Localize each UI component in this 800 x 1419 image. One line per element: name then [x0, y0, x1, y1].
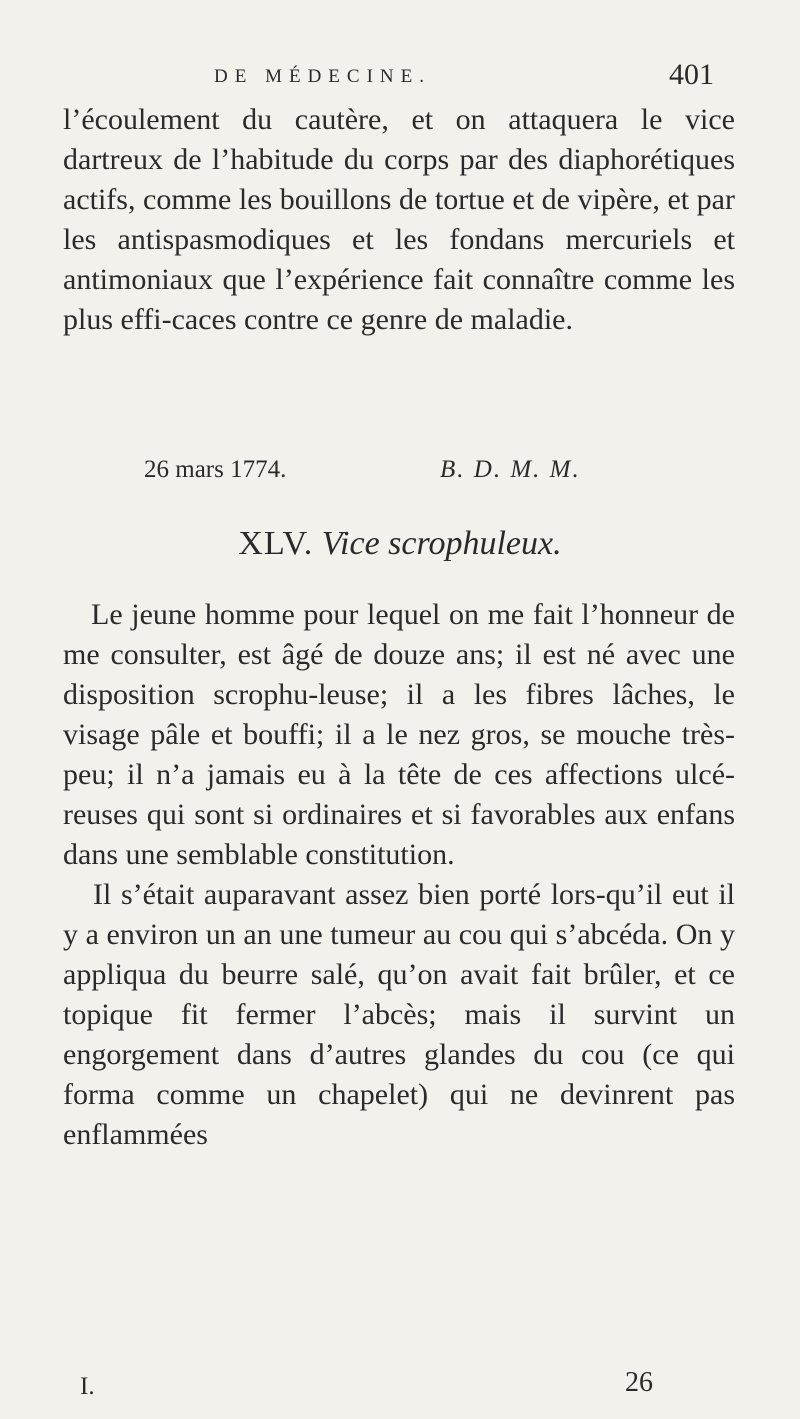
- page-number: 401: [669, 58, 714, 91]
- section-title: Vice scrophuleux.: [321, 525, 562, 562]
- paragraph-text: l’écoulement du cautère, et on attaquera le vice dartreux de l’habitude du corps par des diaphorétiques actifs, comme les bouillons de tortue et de vipère, et par les antispasmodiques et les fondans mercuriels et antimoniaux que l’expérience fait connaître comme les plus effi-caces contre ce genre de maladie.: [63, 103, 735, 336]
- volume-mark: I.: [80, 1373, 95, 1400]
- section-number: XLV.: [238, 525, 314, 562]
- paragraph-2: Il s’était auparavant assez bien porté lors-qu’il eut il y a environ un an une tumeur au cou qui s’abcéda. On y appliqua du beurre salé, qu’on avait fait brûler, et ce topique fit fermer l’abcès; mais il survint un engorgement dans d’autres glandes du cou (ce qui forma comme un chapelet) qui ne devinrent pas enflammées: [63, 878, 735, 1151]
- paragraph-1: Le jeune homme pour lequel on me fait l’honneur de me consulter, est âgé de douze ans; il est né avec une disposition scrophu-leuse; il a les fibres lâches, le visage pâle et bouffi; il a le nez gros, se mouche très-peu; il n’a jamais eu à la tête de ces affections ulcé-reuses qui sont si ordinaires et si favorables aux enfans dans une semblable constitution.: [63, 598, 735, 871]
- signature-date: 26 mars 1774.: [144, 456, 287, 483]
- running-title: DE MÉDECINE.: [214, 66, 431, 87]
- page-footer: [0, 1367, 800, 1409]
- running-head: [0, 58, 800, 102]
- section-body: [63, 595, 735, 1155]
- signature-number: 26: [625, 1367, 653, 1398]
- continued-paragraph: [63, 100, 735, 340]
- section-heading: [0, 525, 800, 563]
- signature-initials: B. D. M. M.: [440, 456, 581, 483]
- consultation-signature: [0, 456, 800, 496]
